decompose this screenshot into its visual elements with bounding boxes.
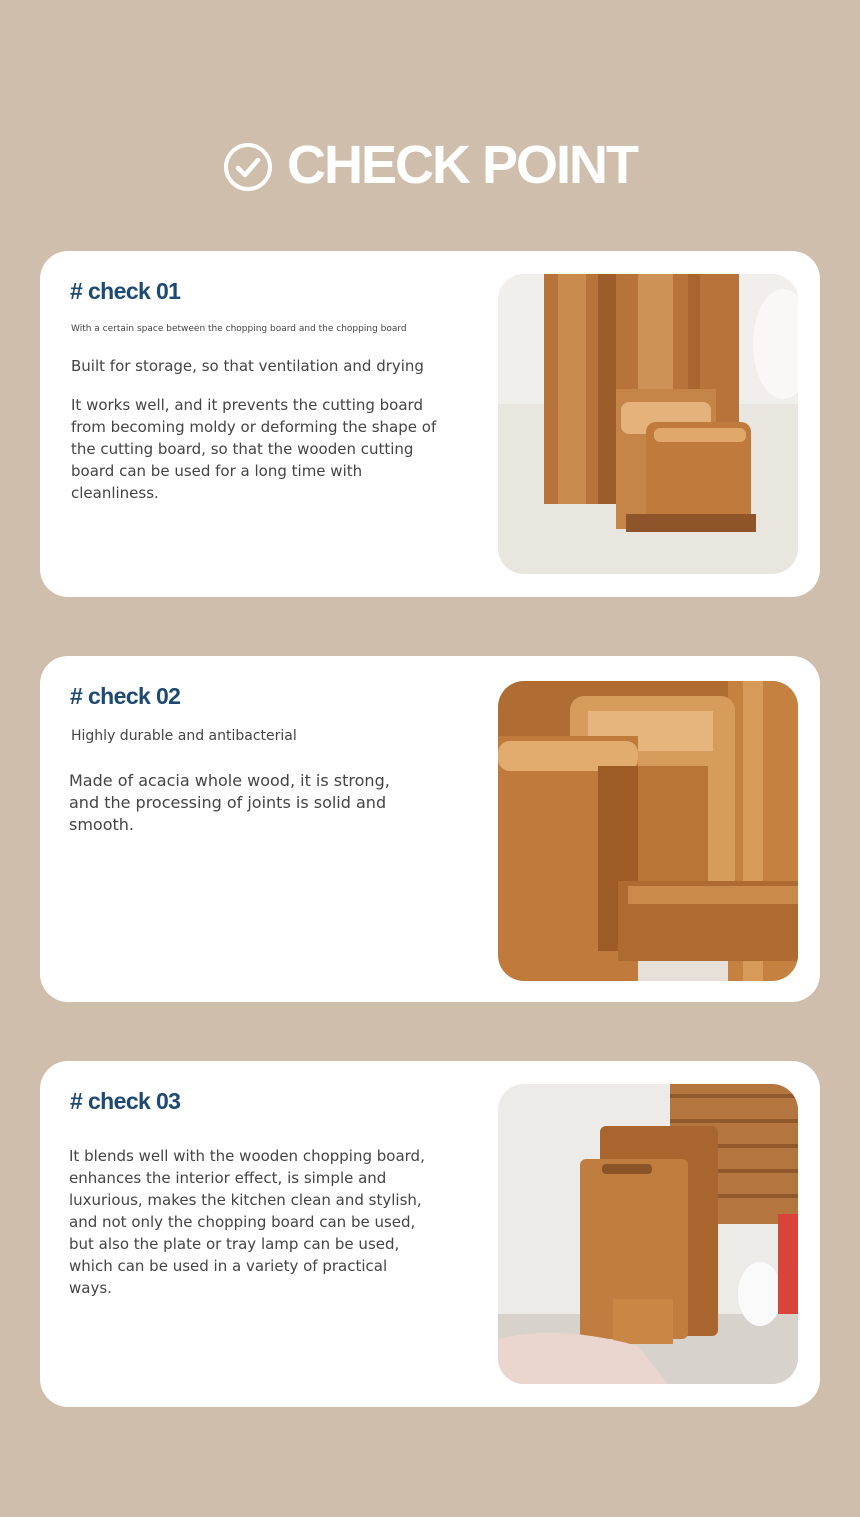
- card-body: It works well, and it prevents the cutting board from becoming moldy or deforming the shape of the cutting board, so that the wooden cutting board can be used for a long time with cleanliness.: [71, 396, 437, 502]
- check-card-03: [40, 1061, 820, 1407]
- page-title: CHECK POINT: [286, 135, 637, 195]
- card-body: Made of acacia whole wood, it is strong, and the processing of joints is solid and smooth.: [69, 771, 390, 834]
- kitchen-scene-photo: [498, 1084, 798, 1384]
- wood-joint-closeup-photo: [498, 681, 798, 981]
- check-card-01: [40, 251, 820, 597]
- card-heading: # check 01: [70, 278, 181, 304]
- card-heading: # check 02: [70, 683, 181, 709]
- board-stand-photo: [498, 274, 798, 574]
- page-header: [0, 135, 860, 195]
- card-heading: # check 03: [70, 1088, 181, 1114]
- card-subtitle: With a certain space between the chopping board and the chopping board: [71, 324, 407, 334]
- card-body: It blends well with the wooden chopping board, enhances the interior effect, is simple and luxurious, makes the kitchen clean and stylish, and not only the chopping board can be used, but also the plate or tray lamp can be used, which can be used in a variety of practical ways.: [69, 1147, 425, 1297]
- check-card-02: [40, 656, 820, 1002]
- check-circle-icon: [223, 142, 273, 192]
- card-lead: Built for storage, so that ventilation and drying: [71, 357, 424, 375]
- card-lead: Highly durable and antibacterial: [71, 728, 297, 744]
